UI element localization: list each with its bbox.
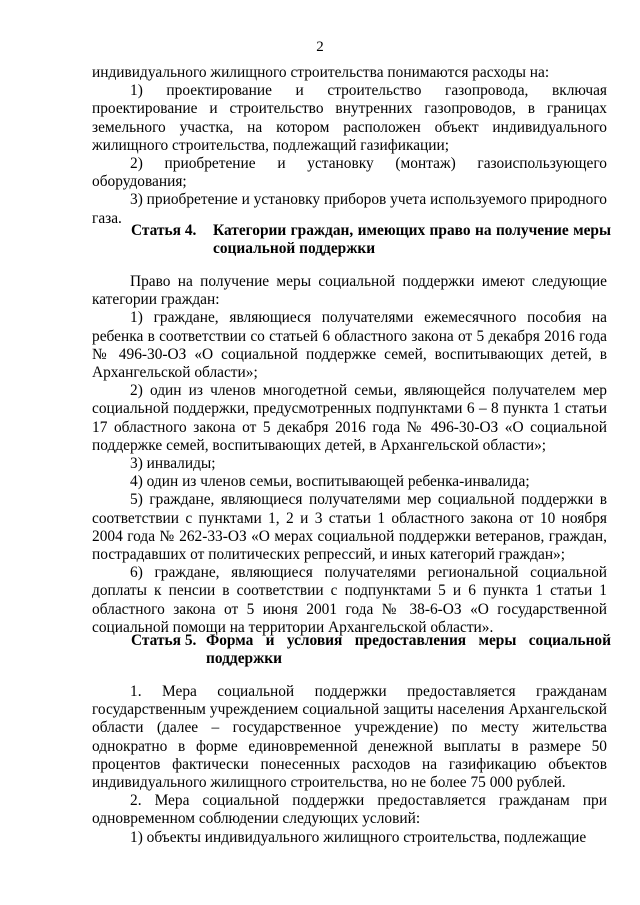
- paragraph: 1) граждане, являющиеся получателями ежемесячного пособия на ребенка в соответствии со статьей 6 областного закона от 5 декабря 2016 года № 496-30-ОЗ «О социальной поддержке семей, воспитывающих детей, в Архангельской области»;: [92, 309, 607, 382]
- paragraph: 5) граждане, являющиеся получателями мер социальной поддержки в соответствии с пунктами 1, 2 и 3 статьи 1 областного закона от 10 ноября 2004 года № 262-33-ОЗ «О мерах социальной поддержки ветеранов, граждан, пострадавших от политических репрессий, и иных категорий граждан»;: [92, 491, 607, 564]
- article-label: Статья 4.: [131, 222, 197, 239]
- paragraph: индивидуального жилищного строительства понимаются расходы на:: [92, 64, 550, 81]
- article-5-heading: [131, 632, 611, 668]
- section-form-and-conditions: [92, 683, 607, 847]
- paragraph: 1. Мера социальной поддержки предоставляется гражданам государственным учреждением социальной защиты населения Архангельской области (далее – государственное учреждение) по месту жительства однократно в форме единовременной денежной выплаты в размере 50 процентов фактически понесенных расходов на газификацию объектов индивидуального жилищного строительства, но не более 75 000 рублей.: [92, 683, 607, 792]
- article-4-heading: [131, 222, 611, 258]
- article-title: Форма и условия предоставления меры социальной поддержки: [206, 632, 611, 668]
- paragraph: 3) инвалиды;: [130, 455, 216, 473]
- paragraph: 2. Мера социальной поддержки предоставляется гражданам при одновременном соблюдении следующих условий:: [92, 792, 607, 828]
- section-gas-expenses: [92, 64, 607, 228]
- paragraph: 1) объекты индивидуального жилищного строительства, подлежащие: [130, 828, 587, 846]
- article-label: Статья 5.: [131, 632, 197, 649]
- article-title: Категории граждан, имеющих право на получение меры социальной поддержки: [213, 222, 611, 258]
- section-eligible-categories: [92, 273, 607, 637]
- paragraph: Право на получение меры социальной поддержки имеют следующие категории граждан:: [92, 273, 607, 309]
- paragraph: 6) граждане, являющиеся получателями региональной социальной доплаты к пенсии в соответствии с подпунктами 5 и 6 пункта 1 статьи 1 областного закона от 5 июня 2001 года № 38-6-ОЗ «О государственной социальной помощи на территории Архангельской области».: [92, 564, 607, 636]
- paragraph: 3) приобретение и установку приборов учета используемого природного газа.: [92, 191, 607, 227]
- paragraph: 2) приобретение и установку (монтаж) газоиспользующего оборудования;: [92, 155, 607, 191]
- paragraph: 4) один из членов семьи, воспитывающей ребенка-инвалида;: [130, 473, 530, 491]
- page-number: 2: [316, 39, 324, 55]
- paragraph: 1) проектирование и строительство газопровода, включая проектирование и строительство внутренних газопроводов, в границах земельного участка, на котором расположен объект индивидуального жилищного строительства, подлежащий газификации;: [92, 82, 607, 154]
- paragraph: 2) один из членов многодетной семьи, являющейся получателем мер социальной поддержки, предусмотренных подпунктами 6 – 8 пункта 1 статьи 17 областного закона от 5 декабря 2016 года № 496-30-ОЗ «О социальной поддержке семей, воспитывающих детей, в Архангельской области»;: [92, 382, 607, 454]
